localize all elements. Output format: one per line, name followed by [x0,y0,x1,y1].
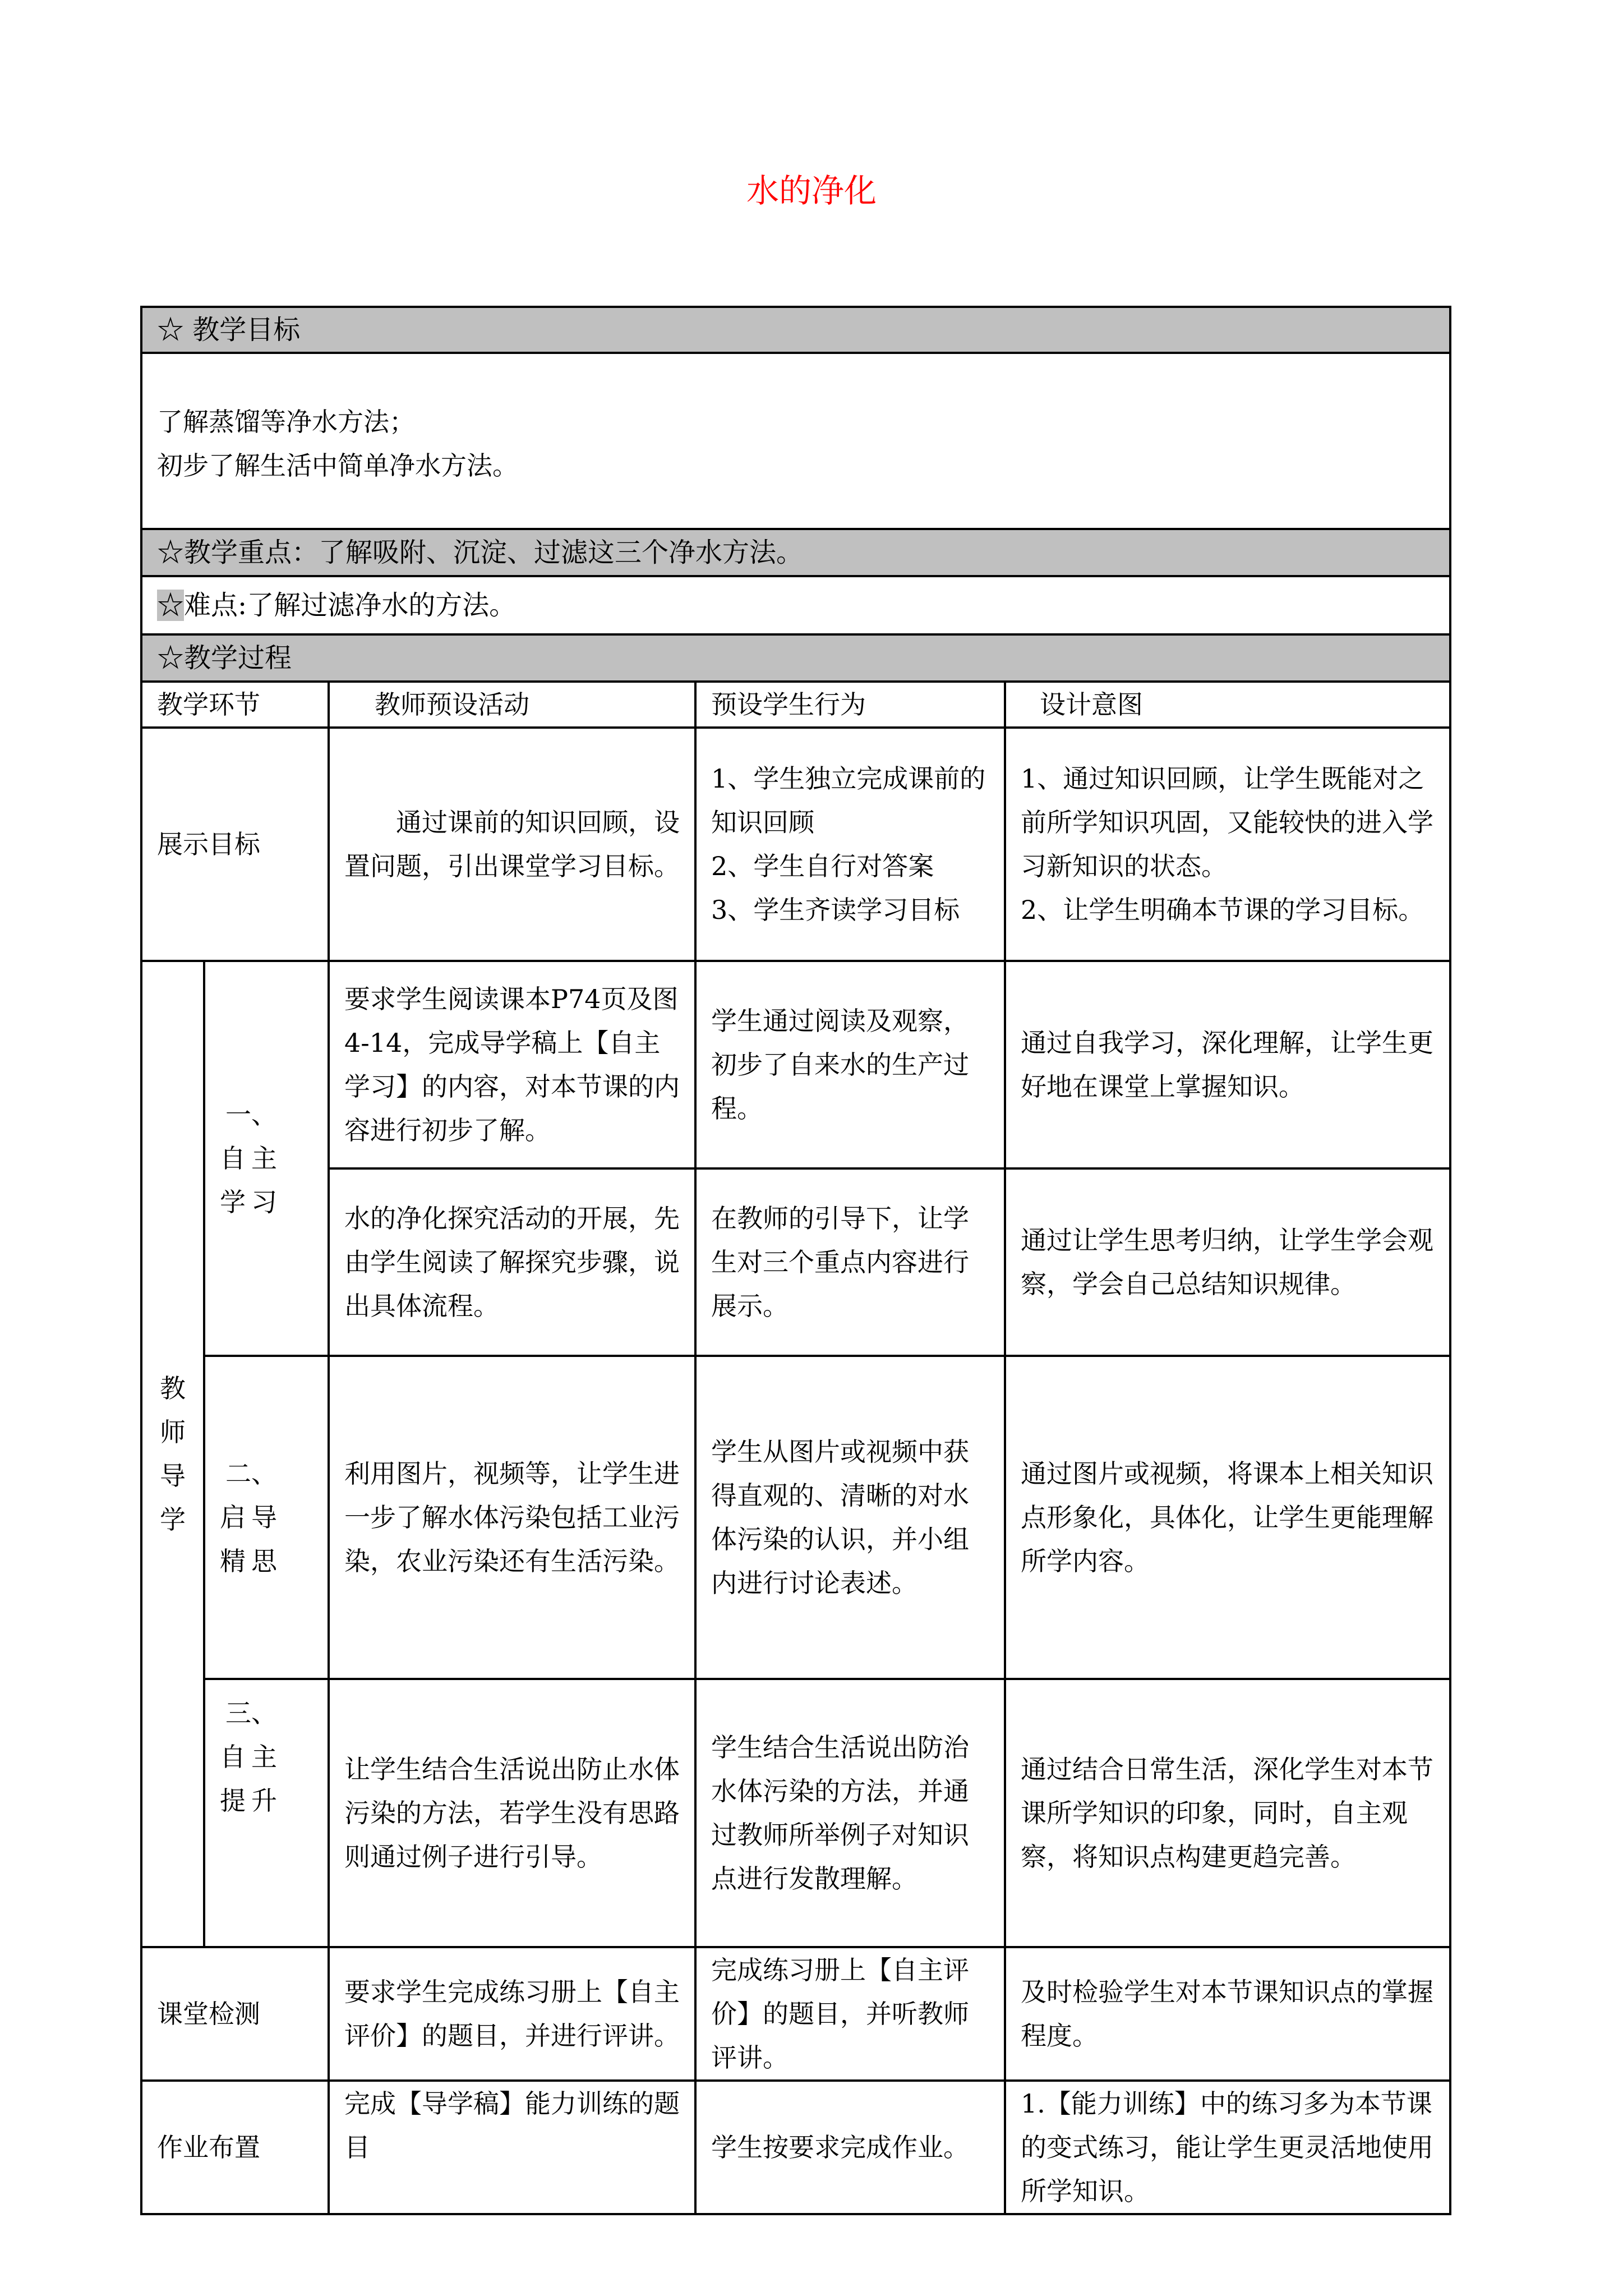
teacher-self-study-2: 水的净化探究活动的开展，先由学生阅读了解探究步骤，说出具体流程。 [329,1168,695,1356]
student-show-goals-3: 3、学生齐读学习目标 [711,895,960,925]
objectives-heading: ☆ 教学目标 [141,307,1450,353]
sub-self-study-number: 一、 [225,1099,277,1130]
intent-homework: 1.【能力训练】中的练习多为本节课的变式练习，能让学生更灵活地使用所学知识。 [1005,2081,1450,2214]
student-show-goals-1: 1、学生独立完成课前的知识回顾 [711,763,986,838]
teacher-check: 要求学生完成练习册上【自主评价】的题目，并进行评讲。 [329,1947,695,2081]
lesson-plan-table [140,306,1451,2215]
sub-improve-label: 自主提升 [220,1742,283,1816]
column-header-teacher: 教师预设活动 [329,682,695,728]
student-self-study-1: 学生通过阅读及观察，初步了自来水的生产过程。 [695,961,1005,1168]
intent-check: 及时检验学生对本节课知识点的掌握程度。 [1005,1947,1450,2081]
intent-self-study-1: 通过自我学习，深化理解，让学生更好地在课堂上掌握知识。 [1005,961,1450,1168]
guide-group-label: 教师导学 [141,961,204,1947]
intent-self-study-2: 通过让学生思考归纳，让学生学会观察，学会自己总结知识规律。 [1005,1168,1450,1356]
difficulty-cell [141,576,1450,634]
objectives-row [141,353,1450,529]
column-header-stage: 教学环节 [141,682,329,728]
stage-check: 课堂检测 [141,1947,329,2081]
objective-line-2: 初步了解生活中简单净水方法。 [157,450,518,481]
table-row-homework [141,2081,1450,2214]
teacher-show-goals: 通过课前的知识回顾，设置问题，引出课堂学习目标。 [329,728,695,961]
stage-show-goals: 展示目标 [141,728,329,961]
sub-inspire-label: 启导精思 [220,1502,283,1576]
student-self-study-2: 在教师的引导下，让学生对三个重点内容进行展示。 [695,1168,1005,1356]
process-heading-row [141,634,1450,682]
teacher-inspire: 利用图片，视频等，让学生进一步了解水体污染包括工业污染，农业污染还有生活污染。 [329,1356,695,1679]
intent-improve: 通过结合日常生活，深化学生对本节课所学知识的印象，同时，自主观察，将知识点构建更趋完善。 [1005,1679,1450,1947]
page-title: 水的净化 [746,172,877,210]
column-header-student: 预设学生行为 [695,682,1005,728]
table-row-check [141,1947,1450,2081]
difficulty-text: 难点:了解过滤净水的方法。 [184,590,517,621]
objectives-cell [141,353,1450,529]
sub-improve-number: 三、 [225,1698,277,1728]
key-point: ☆教学重点：了解吸附、沉淀、过滤这三个净水方法。 [141,529,1450,576]
teacher-improve: 让学生结合生活说出防止水体污染的方法，若学生没有思路则通过例子进行引导。 [329,1679,695,1947]
sub-improve [204,1679,329,1947]
table-row-show-goals [141,728,1450,961]
table-row-improve [141,1679,1450,1947]
sub-inspire-number: 二、 [225,1458,277,1489]
sub-inspire [204,1356,329,1679]
intent-show-goals [1005,728,1450,961]
table-row-inspire [141,1356,1450,1679]
stage-homework: 作业布置 [141,2081,329,2214]
teacher-self-study-1: 要求学生阅读课本P74页及图4-14，完成导学稿上【自主学习】的内容，对本节课的内容进行初步了解。 [329,961,695,1168]
student-inspire: 学生从图片或视频中获得直观的、清晰的对水体污染的认识，并小组内进行讨论表述。 [695,1356,1005,1679]
objective-line-1: 了解蒸馏等净水方法； [157,407,415,437]
difficulty-star: ☆ [157,590,185,621]
column-header-row [141,682,1450,728]
intent-inspire: 通过图片或视频，将课本上相关知识点形象化，具体化，让学生更能理解所学内容。 [1005,1356,1450,1679]
difficulty-row [141,576,1450,634]
process-heading: ☆教学过程 [141,634,1450,682]
column-header-intent: 设计意图 [1005,682,1450,728]
student-improve: 学生结合生活说出防治水体污染的方法，并通过教师所举例子对知识点进行发散理解。 [695,1679,1005,1947]
sub-self-study [204,961,329,1356]
table-row-self-study-2 [141,1168,1450,1356]
student-show-goals [695,728,1005,961]
student-check: 完成练习册上【自主评价】的题目，并听教师评讲。 [695,1947,1005,2081]
student-show-goals-2: 2、学生自行对答案 [711,851,934,881]
objectives-heading-row [141,307,1450,353]
key-point-row [141,529,1450,576]
table-row-self-study-1 [141,961,1450,1168]
sub-self-study-label: 自主学习 [220,1143,283,1217]
teacher-homework: 完成【导学稿】能力训练的题目 [329,2081,695,2214]
student-homework: 学生按要求完成作业。 [695,2081,1005,2214]
intent-show-goals-1: 1、通过知识回顾，让学生既能对之前所学知识巩固，又能较快的进入学习新知识的状态。 [1021,763,1433,881]
intent-show-goals-2: 2、让学生明确本节课的学习目标。 [1021,895,1424,925]
